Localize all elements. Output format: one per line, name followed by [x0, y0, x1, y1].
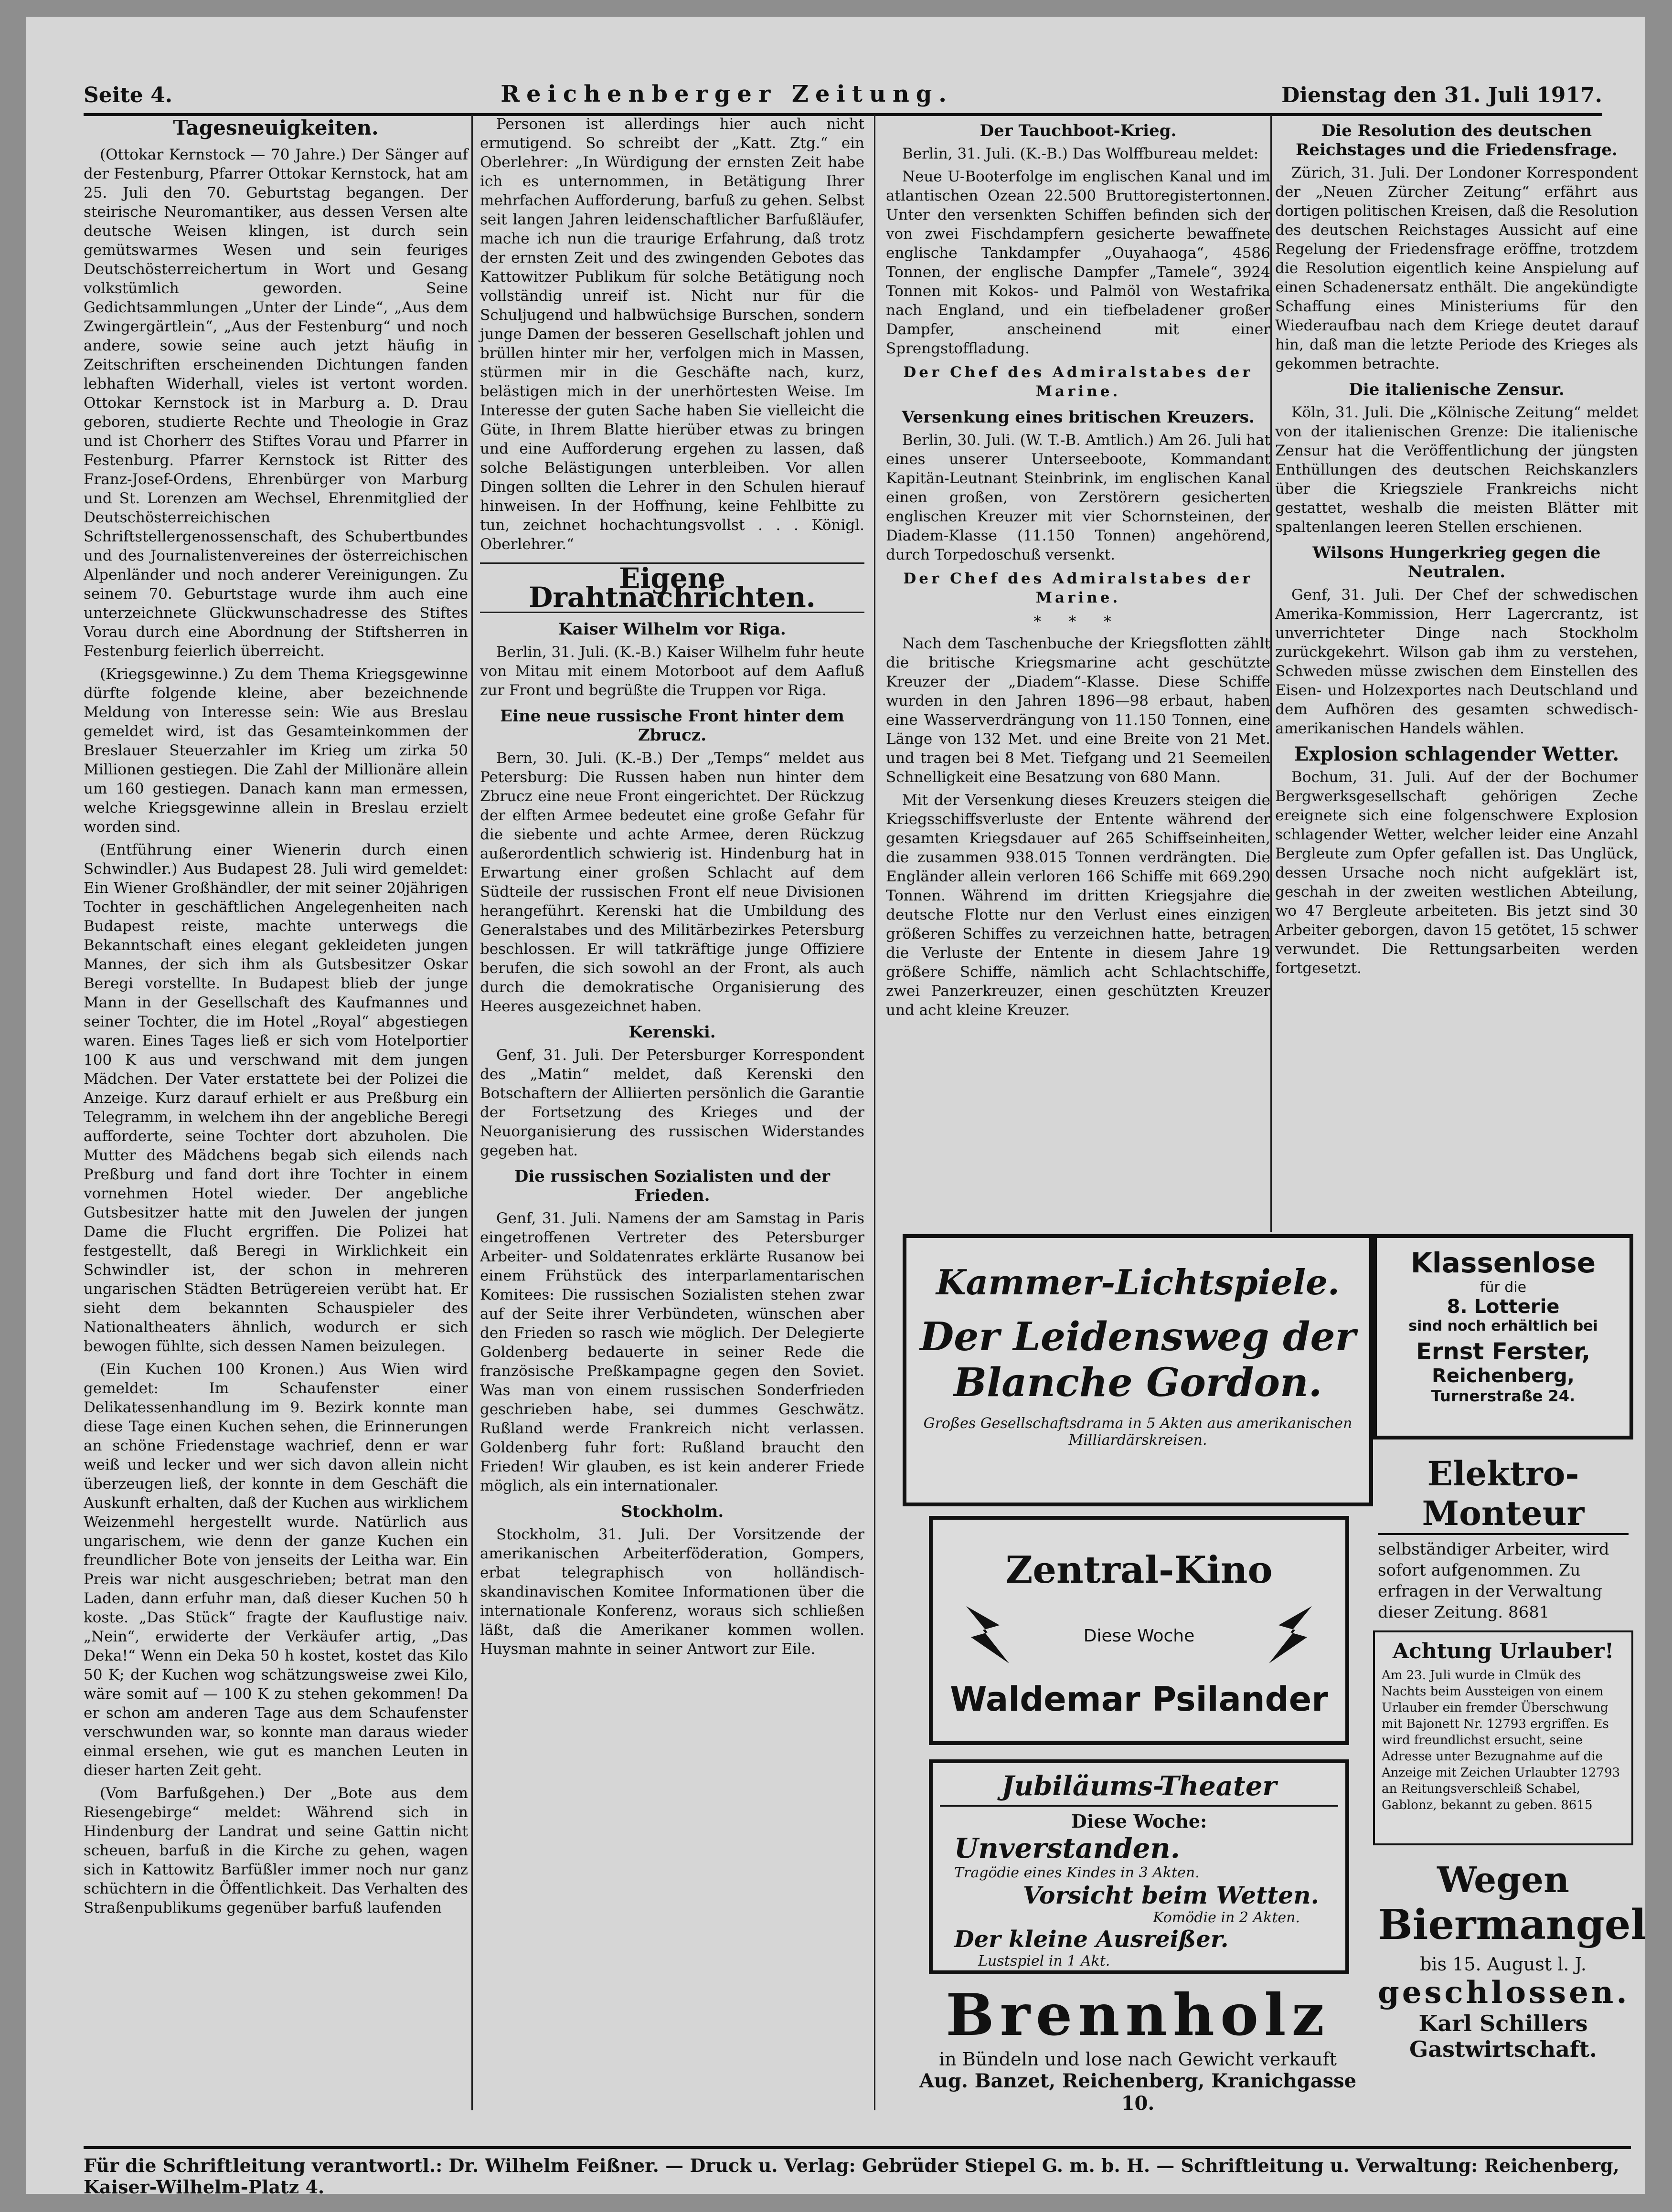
headline: Eine neue russische Front hinter dem Zbrucz.	[500, 707, 844, 745]
article-barfussgehen: (Vom Barfußgehen.) Der „Bote aus dem Riesengebirge“ meldet: Während sich in Hindenburg der Landrat und seine Gattin nicht scheuen, barfuß in die Kirche zu gehen, wagen sich in Kattowitz Barfüßler immer noch nur ganz schüchtern in die Öffentlichkeit. Das Verhalten des Straßenpublikums gegenüber barfuß laufenden	[84, 1785, 468, 1916]
ad-title: Jubiläums-Theater	[940, 1770, 1338, 1807]
headline: Kerenski.	[628, 1023, 716, 1042]
ad-film-title: Der Leidensweg der Blanche Gordon.	[920, 1314, 1356, 1406]
headline: Die italienische Zensur.	[1349, 380, 1565, 399]
article-text: Berlin, 31. Juli. (K.-B.) Kaiser Wilhelm fuhr heute von Mitau mit einem Motorboot auf dem Aafluß zur Front und begrüßte die Truppen vor Riga.	[480, 644, 864, 699]
headline: Kaiser Wilhelm vor Riga.	[558, 620, 786, 639]
headline: Der Tauchboot-Krieg.	[980, 121, 1177, 140]
play-title: Unverstanden.	[954, 1832, 1180, 1864]
headline: Wilsons Hungerkrieg gegen die Neutralen.	[1312, 543, 1601, 582]
headline: Explosion schlagender Wetter.	[1294, 743, 1619, 765]
separator-stars: * * *	[1033, 613, 1123, 630]
ad-elektro-monteur	[1373, 1449, 1633, 1622]
ad-biermangel	[1373, 1855, 1647, 2137]
ad-line: Aug. Banzet, Reichenberg, Kranichgasse 10.	[919, 2070, 1357, 2115]
signature: Der Chef des Admiralstabes der Marine.	[903, 570, 1253, 606]
headline: Die Resolution des deutschen Reichstages und die Friedensfrage.	[1296, 121, 1618, 159]
article-text: Genf, 31. Juli. Der Chef der schwedischen Amerika-Kommission, Herr Lagercrantz, ist unverrichteter Dinge nach Stockholm zurückgekehrt. Wilson gab ihm zu verstehen, Schweden müsse zwischen dem Einstellen des Eisen- und Holzexportes nach Deutschland und dem Aufhören des gesamten schwedisch-amerikanischen Handels wählen.	[1275, 586, 1638, 737]
newspaper-title: Reichenberger Zeitung.	[501, 81, 953, 107]
play-sub: Komödie in 2 Akten.	[1153, 1909, 1300, 1926]
article-text: Nach dem Taschenbuche der Kriegsflotten zählt die britische Kriegsmarine acht geschützte Kreuzer der „Diadem“-Klasse. Diese Schiffe wurden in den Jahren 1896—98 erbaut, haben eine Wasserverdrängung von 11.150 Tonnen, eine Länge von 132 Met. und eine Breite von 21 Met. und tragen bei 8 Met. Tiefgang und 21 Seemeilen Schnelligkeit eine Besatzung von 680 Mann.	[886, 635, 1270, 786]
ad-line: Reichenberg,	[1432, 1365, 1575, 1387]
column-3	[886, 115, 1270, 1232]
ad-line: 8. Lotterie	[1447, 1296, 1560, 1318]
ad-title: Zentral-Kino	[1005, 1548, 1273, 1592]
article-text: Genf, 31. Juli. Namens der am Samstag in Paris eingetroffenen Vertreter des Petersburger Arbeiter- und Soldatenrates erklärte Rusanow bei einem Frühstück des interparlamentarischen Komitees: Die russischen Sozialisten stehen zwar auf der Seite ihrer Verbündeten, wünschen aber den Frieden so rasch wie möglich. Der Delegierte Goldenberg bedauerte in seiner Rede die französische Preßkampagne gegen den Soviet. Was man von einem russischen Sonderfrieden geschrieben habe, sei dummes Geschwätz. Rußland werde Frankreich nicht verlassen. Goldenberg fuhr fort: Rußland braucht den Frieden! Wir glauben, es ist kein anderer Friede möglich, als ein internationaler.	[480, 1210, 864, 1494]
article-text: Berlin, 30. Juli. (W. T.-B. Amtlich.) Am 26. Juli hat eines unserer Unterseeboote, Kommandant Kapitän-Leutnant Steinbrink, im englischen Kanal einen großen, von Zerstörern gesicherten englischen Kreuzer mit vier Schornsteinen, der Diadem-Klasse (11.150 Tonnen) angehörend, durch Torpedoschuß versenkt.	[886, 432, 1270, 563]
ad-title: Biermangel	[1378, 1901, 1647, 1949]
issue-date: Dienstag den 31. Juli 1917.	[1281, 83, 1602, 107]
article-text: Köln, 31. Juli. Die „Kölnische Zeitung“ meldet von der italienischen Grenze: Die italienische Zensur hat die Veröffentlichung der jüngsten Enthüllungen des deutschen Reichskanzlers über die Kriegsziele Frankreichs nicht gestattet, weshalb die meisten Blätter mit spaltenlangen leeren Stellen erschienen.	[1275, 404, 1638, 536]
ad-line: Karl Schillers	[1418, 2011, 1588, 2036]
masthead	[84, 55, 1602, 116]
article-kernstock: (Ottokar Kernstock — 70 Jahre.) Der Sänger auf der Festenburg, Pfarrer Ottokar Kernstock, hat am 25. Juli den 70. Geburtstag begangen. Der steirische Neuromantiker, aus dessen Versen alte deutsche Weisen klingen, ist durch sein gemütswarmes Wesen und sein feuriges Deutschösterreichertum in Wort und Gesang volkstümlich geworden. Seine Gedichtsammlungen „Unter der Linde“, „Aus dem Zwingergärtlein“, „Aus der Festenburg“ und noch andere, sowie seine auch jetzt häufig in Zeitschriften erscheinenden Dichtungen fanden lebhaften Widerhall, vieles ist vertont worden. Ottokar Kernstock ist in Marburg a. D. Drau geboren, studierte Rechte und Theologie in Graz und ist Chorherr des Stiftes Vorau und Pfarrer in Festenburg. Pfarrer Kernstock ist Ritter des Franz-Josef-Ordens, Ehrenbürger von Marburg und St. Lorenzen am Wechsel, Ehrenmitglied der Deutschösterreichischen Schriftstellergenossenschaft, des Schubertbundes und des Journalistenvereines der österreichischen Alpenländer und noch anderer Vereinigungen. Zu seinem 70. Geburtstage wurde ihm auch eine unterzeichnete Glückwunschadresse des Stiftes Vorau durch eine Abordnung der Stiftsherren in Festenburg feierlich überreicht.	[84, 146, 468, 660]
play-sub: Lustspiel in 1 Akt.	[978, 1953, 1110, 1969]
ad-line: für die	[1480, 1279, 1527, 1296]
ad-star: Waldemar Psilander	[950, 1680, 1328, 1719]
section-title-drahtnachrichten: Eigene Drahtnachrichten.	[480, 562, 864, 613]
ad-title: Klassenlose	[1410, 1247, 1596, 1279]
column-rule	[874, 115, 875, 2110]
lightning-icon	[957, 1601, 1014, 1670]
ad-text: Am 23. Juli wurde in Clmük des Nachts beim Aussteigen von einem Urlauber ein fremder Überschwung mit Bajonett Nr. 12793 ergriffen. Es wird freundlichst ersucht, seine Adresse unter Bezugnahme auf die Anzeige mit Zeichen Urlaubter 12793 an Reitungsverschleiß Schabel, Gablonz, bekannt zu geben. 8615	[1382, 1668, 1620, 1812]
column-1	[84, 115, 468, 2110]
article-kuchen: (Ein Kuchen 100 Kronen.) Aus Wien wird gemeldet: Im Schaufenster einer Delikatessenhandlung im 9. Bezirk konnte man diese Tage einen Kuchen sehen, die Erinnerungen an schöne Friedenstage wachrief, denn er war weiß und lecker und wer sich davon allein nicht überzeugen ließ, der konnte in dem Geschäft die Auskunft erhalten, daß der Kuchen aus wirklichem Weizenmehl hergestellt wurde. Natürlich aus ungarischem, wie denn der ganze Kuchen ein freundlicher Bote von jenseits der Leitha war. Ein Preis war nicht ausgeschrieben; betrat man den Laden, dann erfuhr man, daß dieser Kuchen 50 h koste. „Das Stück“ fragte der Kauflustige naiv. „Nein“, erwiderte der Verkäufer artig, „Das Deka!“ Wenn ein Deka 50 h kostet, kostet das Kilo 50 K; der Kuchen wog schätzungsweise zwei Kilo, wäre somit auf — 100 K zu stehen gekommen! Da er schon am anderen Tage aus dem Schaufenster verschwunden war, so konnte man daraus wieder einmal ersehen, wie gut es manchen Leuten in dieser harten Zeit geht.	[84, 1361, 468, 1779]
ad-line: sind noch erhältlich bei	[1408, 1318, 1598, 1334]
ad-subtitle: Großes Gesellschaftsdrama in 5 Akten aus amerikanischen Milliardärskreisen.	[923, 1415, 1353, 1449]
imprint-footer: Für die Schriftleitung verantwortl.: Dr. Wilhelm Feißner. — Druck u. Verlag: Gebrüder Stiepel G. m. b. H. — Schriftleitung u. Verwaltung: Reichenberg, Kaiser-Wilhelm-Platz 4.	[84, 2146, 1631, 2198]
column-2	[480, 115, 864, 2110]
headline: Versenkung eines britischen Kreuzers.	[902, 408, 1255, 427]
ad-line: Gastwirtschaft.	[1409, 2036, 1597, 2062]
page-number: Seite 4.	[84, 83, 173, 107]
article-entfuehrung: (Entführung einer Wienerin durch einen Schwindler.) Aus Budapest 28. Juli wird gemeldet: Ein Wiener Großhändler, der mit seiner 20jährigen Tochter in geschäftlichen Angelegenheiten nach Budapest reiste, machte unterwegs die Bekanntschaft eines elegant gekleideten jungen Mannes, der sich ihm als Gutsbesitzer Oskar Beregi vorstellte. In Budapest blieb der junge Mann in der Gesellschaft des Kaufmannes und seiner Tochter, die im Hotel „Royal“ abgestiegen waren. Eines Tages ließ er sich vom Hotelportier 100 K aus und verschwand mit dem jungen Mädchen. Der Vater erstattete bei der Polizei die Anzeige. Kurz darauf erhielt er aus Preßburg ein Telegramm, in welchem ihn der angebliche Beregi aufforderte, seine Tochter dort abzuholen. Die Mutter des Mädchens begab sich eilends nach Preßburg und fand dort ihre Tochter in einem vornehmen Hotel wieder. Der angebliche Gutsbesitzer hatte mit den Juwelen der jungen Dame die Flucht ergriffen. Die Polizei hat festgestellt, daß Beregi in Wirklichkeit ein Schwindler ist, der schon in mehreren ungarischen Städten Betrügereien verübt hat. Er sieht dem bekannten Schauspieler des Nationaltheaters ähnlich, wodurch er sich bewogen fühlte, sich dessen Namen beizulegen.	[84, 841, 468, 1355]
article-text: Mit der Versenkung dieses Kreuzers steigen die Kriegsschiffsverluste der Entente während der gesamten Kriegsdauer auf 265 Schiffseinheiten, die zusammen 938.015 Tonnen verdrängten. Die Engländer allein verloren 166 Schiffe mit 669.290 Tonnen. Während im dritten Kriegsjahre die deutsche Flotte nur den Verlust eines einzigen größeren Schiffes zu verzeichnen hatte, betragen die Verluste der Entente in diesem Jahre 19 größere Schiffe, nämlich acht Schlachtschiffe, zwei Panzerkreuzer, einen geschützten Kreuzer und acht kleine Kreuzer.	[886, 792, 1270, 1019]
headline: Die russischen Sozialisten und der Frieden.	[514, 1167, 831, 1205]
article-barfussgehen-cont: Personen ist allerdings hier auch nicht ermutigend. So schreibt der „Katt. Ztg.“ ein Oberlehrer: „In Würdigung der ernsten Zeit habe ich es unternommen, in Betätigung Ihrer mehrfachen Aufforderung, barfuß zu gehen. Selbst seit langen Jahren leidenschaftlicher Barfußläufer, mache ich nun die traurige Erfahrung, daß trotz der ernsten Zeit und des zwingenden Gebotes das Kattowitzer Publikum für solche Betätigung noch vollständig unreif ist. Nicht nur für die Schuljugend und halbwüchsige Burschen, sondern junge Damen der besseren Gesellschaft johlen und brüllen hinter mir her, verfolgen mich in Massen, stürmen mir in die Geschäfte nach, kurz, belästigen mich in der unerhörtesten Weise. Im Interesse der guten Sache haben Sie vielleicht die Güte, in Ihrem Blatte hierüber etwas zu bringen und eine Aufforderung ergehen zu lassen, daß solche Belästigungen unterbleiben. Vor allen Dingen sollten die Lehrer in den Schulen hierauf hinweisen. In der Hoffnung, keine Fehlbitte zu tun, zeichnet hochachtungsvollst . . . Königl. Oberlehrer.“	[480, 116, 864, 553]
article-text: Stockholm, 31. Juli. Der Vorsitzende der amerikanischen Arbeiterföderation, Gompers, erbat telegraphisch von holländisch-skandinavischen Komitee Informationen über die internationale Konferenz, woraus sich schließen läßt, daß die Amerikaner kommen wollen. Huysman mahnte in seiner Antwort zur Eile.	[480, 1526, 864, 1658]
headline: Stockholm.	[620, 1502, 724, 1521]
signature: Der Chef des Admiralstabes der Marine.	[903, 364, 1253, 400]
play-title: Vorsicht beim Wetten.	[1022, 1881, 1319, 1909]
article-kriegsgewinne: (Kriegsgewinne.) Zu dem Thema Kriegsgewinne dürfte folgende kleine, aber bezeichnende Meldung von Interesse sein: Wie aus Breslau gemeldet wird, ist das Gesamteinkommen der Breslauer Steuerzahler im Krieg um zirka 50 Millionen gestiegen. Die Zahl der Millionäre allein um 160 gestiegen. Danach kann man ermessen, welche Kriegsgewinne allein in Breslau erzielt worden sind.	[84, 666, 468, 836]
play-title: Der kleine Ausreißer.	[954, 1926, 1229, 1953]
play-sub: Tragödie eines Kindes in 3 Akten.	[954, 1864, 1200, 1881]
ad-zentral-kino	[929, 1516, 1349, 1745]
article-text: Neue U-Booterfolge im englischen Kanal und im atlantischen Ozean 22.500 Bruttoregistertonnen. Unter den versenkten Schiffen befinden sich der von zwei Fischdampfern gesicherte bewaffnete englische Tankdampfer „Ouyahaoga“, 4586 Tonnen, der englische Dampfer „Tamele“, 3924 Tonnen mit Kokos- und Palmöl von Westafrika nach England, und ein tiefbeladener großer Dampfer, anscheinend mit einer Sprengstoffladung.	[886, 168, 1270, 357]
article-text: Bern, 30. Juli. (K.-B.) Der „Temps“ meldet aus Petersburg: Die Russen haben nun hinter dem Zbrucz eine neue Front eingerichtet. Der Rückzug der elften Armee bedeutet eine große Gefahr für die siebente und achte Armee, deren Rückzug außerordentlich schwierig ist. Hindenburg hat in Erwartung einer großen Schlacht auf dem Südteile der russischen Front elf neue Divisionen herangeführt. Kerenski hat die Umbildung des Generalstabes und des Militärbezirkes Petersburg beschlossen. Er will tatkräftige junge Offiziere berufen, die sich sowohl an der Front, als auch durch die demokratische Organisierung des Heeres ausgezeichnet haben.	[480, 750, 864, 1015]
ad-title: Achtung Urlauber!	[1392, 1639, 1614, 1663]
ad-week: Diese Woche	[1083, 1626, 1195, 1646]
ad-title: Kammer-Lichtspiele.	[936, 1262, 1340, 1302]
ad-klassenlose	[1373, 1234, 1633, 1439]
article-text: Zürich, 31. Juli. Der Londoner Korrespondent der „Neuen Zürcher Zeitung“ erfährt aus dortigen politischen Kreisen, daß die Resolution des deutschen Reichstages Aussicht auf eine Regelung der Friedensfrage eröffne, trotzdem die Resolution eigentlich keine Anspielung auf einen Schadenersatz enthält. Die angekündigte Schaffung eines Ministeriums für den Wiederaufbau nach dem Kriege deutet darauf hin, daß man die letzte Periode des Krieges als gekommen betrachte.	[1275, 164, 1638, 372]
lightning-icon	[1264, 1601, 1321, 1670]
column-rule	[1270, 115, 1272, 1232]
ad-line: in Bündeln und lose nach Gewicht verkauft	[939, 2049, 1337, 2070]
section-heading: Tagesneuigkeiten.	[173, 116, 379, 139]
ad-title: Brennholz	[946, 1981, 1330, 2049]
newspaper-page	[26, 17, 1647, 2198]
ad-week: Diese Woche:	[1071, 1810, 1207, 1832]
article-text: Genf, 31. Juli. Der Petersburger Korrespondent des „Matin“ meldet, daß Kerenski den Botschaftern der Alliierten persönlich die Garantie der Fortsetzung des Krieges und der Neuorganisierung des russischen Widerstandes gegeben hat.	[480, 1047, 864, 1159]
ad-line: Turnerstraße 24.	[1431, 1387, 1576, 1405]
ad-achtung-urlauber	[1373, 1630, 1633, 1845]
article-text: Berlin, 31. Juli. (K.-B.) Das Wolffbureau meldet:	[902, 145, 1259, 162]
ad-line: Wegen	[1437, 1860, 1569, 1901]
ad-line: bis 15. August l. J.	[1420, 1954, 1587, 1975]
ad-brennholz	[903, 1981, 1373, 2139]
ad-jubilaeums-theater	[929, 1759, 1349, 1974]
ad-line: Ernst Ferster,	[1416, 1338, 1590, 1365]
column-4	[1275, 115, 1638, 1232]
ad-kammer-lichtspiele	[903, 1234, 1373, 1506]
column-rule	[471, 115, 473, 2110]
ad-text: selbständiger Arbeiter, wird sofort aufgenommen. Zu erfragen in der Verwaltung dieser Zeitung. 8681	[1378, 1540, 1609, 1622]
ad-title: Elektro-Monteur	[1378, 1454, 1629, 1535]
article-text: Bochum, 31. Juli. Auf der der Bochumer Bergwerksgesellschaft gehörigen Zeche ereignete sich eine folgenschwere Explosion schlagender Wetter, welcher leider eine Anzahl Bergleute zum Opfer gefallen ist. Das Unglück, dessen Ursache noch nicht aufgeklärt ist, geschah in der zweiten westlichen Abteilung, wo 47 Bergleute arbeiteten. Bis jetzt sind 30 Arbeiter geborgen, davon 15 getötet, 15 schwer verwundet. Die Rettungsarbeiten werden fortgesetzt.	[1275, 769, 1638, 977]
ad-line: geschlossen.	[1378, 1975, 1630, 2011]
